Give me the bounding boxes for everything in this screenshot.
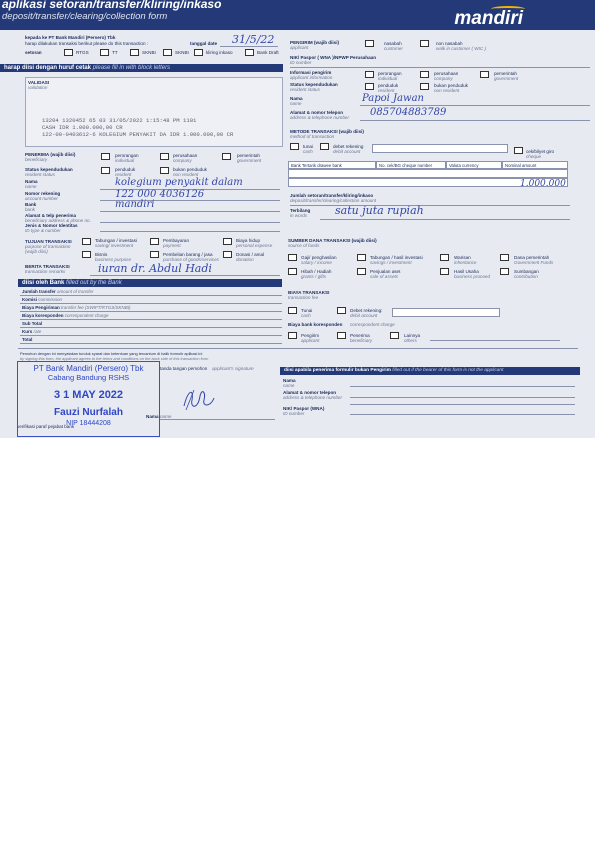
cost-row-jumlah: Jumlah transfer amount of transfer <box>20 288 282 296</box>
penerima-nama-label: Nama <box>25 179 38 184</box>
bearer-nik-label: NIK/ Paspor (WNA) <box>283 406 325 411</box>
sumber-sumbangan-en: contribution <box>514 274 538 279</box>
pengirim-en: applicant <box>290 45 309 50</box>
metode-en: method of transaction <box>290 134 335 139</box>
sumber-hibah-en: grants / gifts <box>301 274 327 279</box>
koresponden-lainnya-checkbox[interactable] <box>390 332 399 339</box>
tanggal-value[interactable]: 31/5/22 <box>232 33 275 46</box>
validation-line-2: CASH IDR 1.000.000,00 CR <box>42 124 123 131</box>
cek-label: cek/bilyet giro <box>526 149 555 154</box>
tunai-label: tunai <box>303 144 313 149</box>
sumber-tabungan-en: savings / investment <box>370 260 412 265</box>
nik-label: NIK/ Paspor ( WNA )/NPWP Perusahaan <box>290 55 377 60</box>
sumber-tabungan-label: Tabungan / hasil investasi <box>370 255 423 260</box>
tujuan-bisnis-checkbox[interactable] <box>82 251 91 258</box>
penerima-alamat-en: beneficiary address & phone no. <box>25 218 91 223</box>
col-bank-tertarik: Bank Tertarik drawee bank <box>288 161 376 169</box>
sumber-en: source of funds <box>288 243 320 248</box>
form-subtitle: deposit/transfer/clearing/collection form <box>2 11 168 22</box>
norek-value[interactable]: 122 000 4036126 <box>115 189 205 200</box>
sumber-gaji-checkbox[interactable] <box>288 254 297 261</box>
kliring-checkbox[interactable] <box>194 49 203 56</box>
pemerintah-label: pemerintah <box>494 71 517 76</box>
pengirim-alamat-en: address & telephone number <box>290 115 349 120</box>
biaya-account-boxes[interactable] <box>392 308 500 317</box>
tujuan-bisnis-label: Bisnis <box>95 252 108 257</box>
penerima-pemerintah-label: pemerintah <box>237 153 260 158</box>
penduduk-checkbox[interactable] <box>365 83 374 90</box>
tujuan-bisnis-en: business purpose <box>95 257 132 262</box>
tt-checkbox[interactable] <box>100 49 109 56</box>
biaya-tunai-checkbox[interactable] <box>288 307 297 314</box>
penerima-alamat-label: Alamat & telp penerima <box>25 213 77 218</box>
non-nasabah-en: walk in customer ( WIC ) <box>436 46 487 51</box>
penerima-en: beneficiary <box>25 157 48 162</box>
biaya-label: BIAYA TRANSAKSI <box>288 290 330 295</box>
sumber-label: SUMBER DANA TRANSAKSI (wajib diisi) <box>288 238 377 243</box>
penduduk-en: resident <box>378 88 395 93</box>
perorangan-checkbox[interactable] <box>365 71 374 78</box>
norek-en: account number <box>25 196 58 201</box>
cost-row-kurs: Kurs rate <box>20 328 282 336</box>
non-nasabah-checkbox[interactable] <box>420 40 429 47</box>
sumber-dana-pemerintah-en: Government Funds <box>514 260 554 265</box>
trx-type-tt: TT <box>112 50 118 55</box>
penerima-perusahaan-en: company <box>173 158 192 163</box>
bank-label: Bank <box>25 202 37 207</box>
harap-label: harap dilakukan transaksi berikut please do this transaction : <box>25 41 149 46</box>
koresponden-penerima-label: Penerima <box>350 333 370 338</box>
debet-label: debet rekening <box>333 144 364 149</box>
bank-en: bank <box>25 207 35 212</box>
sumber-dana-pemerintah-label: Dana pemerintah <box>514 255 550 260</box>
bearer-bar: diisi apabila penerima formulir bukan Pengirim filled out if the bearer of this form is not the applicant <box>280 367 580 375</box>
stamp-officer-name: Fauzi Nurfalah <box>54 407 123 418</box>
form-title: aplikasi setoran/transfer/kliring/inkaso <box>2 0 222 11</box>
bearer-alamat-label: Alamat & nomor telepon <box>283 390 337 395</box>
tujuan-pembelian-en: purchase of goods/services <box>163 257 219 262</box>
sumber-sumbangan-label: Sumbangan <box>514 269 539 274</box>
pemerintah-checkbox[interactable] <box>480 71 489 78</box>
trx-type-setoran: setoran <box>25 50 42 55</box>
koresponden-lainnya-en: others <box>404 338 417 343</box>
sumber-hibah-checkbox[interactable] <box>288 268 297 275</box>
stamp-branch: Cabang Bandung RSHS <box>47 373 130 382</box>
penerima-nama-value[interactable]: kolegium penyakit dalam <box>115 177 243 188</box>
sumber-dana-pemerintah-checkbox[interactable] <box>500 254 509 261</box>
koresponden-pengirim-checkbox[interactable] <box>288 332 297 339</box>
penerima-perorangan-label: perorangan <box>115 153 139 158</box>
validation-line-1: 13204 1320452 65 03 31/05/2022 1:15:48 PM 1101 <box>42 117 197 124</box>
nasabah-checkbox[interactable] <box>365 40 374 47</box>
status-label: Status kependudukan <box>290 82 338 87</box>
penerima-penduduk-label: penduduk <box>115 167 136 172</box>
trx-type-sknbi-2: SKNBI <box>175 50 189 55</box>
tujuan-biaya-hidup-label: Biaya hidup <box>236 238 261 243</box>
sumber-hibah-label: Hibah / Hadiah <box>301 269 332 274</box>
penerima-bukan-penduduk-en: non resident <box>173 172 199 177</box>
perusahaan-en: company <box>434 76 453 81</box>
validasi-en: validation <box>28 85 48 90</box>
penerima-label: PENERIMA (wajib diisi) <box>25 152 76 157</box>
koresponden-penerima-checkbox[interactable] <box>337 332 346 339</box>
tunai-checkbox[interactable] <box>290 143 299 150</box>
sumber-penjualan-en: sale of assets <box>370 274 399 279</box>
sknbi-checkbox[interactable] <box>163 49 172 56</box>
koresponden-lainnya-label: Lainnya <box>404 333 421 338</box>
pengirim-label: PENGIRIM (wajib diisi) <box>290 40 340 45</box>
footer-nama-en: name <box>160 414 172 419</box>
tujuan-tabungan-checkbox[interactable] <box>82 238 91 245</box>
brand-logo: mandiri <box>454 8 523 29</box>
form-header <box>0 0 595 30</box>
sumber-hasil-usaha-checkbox[interactable] <box>440 268 449 275</box>
terms-note: Pemohon dengan ini menyatakan tunduk syarat dan ketentuan yang tercantum di balik formulir aplikasi ini <box>20 351 203 356</box>
cost-row-komisi: Komisi commission <box>20 296 282 304</box>
cost-row-biaya-pengiriman: Biaya Pengiriman transfer fee (SWIFT/RTGS/SKNBI) <box>20 304 282 312</box>
penerima-status-label: Status kependudukan <box>25 167 73 172</box>
applicant-signature[interactable] <box>180 386 220 414</box>
koresponden-label: Biaya bank koresponden <box>288 322 343 327</box>
nik-en: ID number <box>290 60 312 65</box>
perusahaan-label: perusahaan <box>434 71 459 76</box>
identitas-label: Jenis & Nomor Identitas <box>25 223 78 228</box>
validation-line-3: 122-00-0403612-6 KOLEGIUM PENYAKIT DA IDR 1.000.000,00 CR <box>42 131 234 138</box>
tujuan-donasi-en: donation <box>236 257 254 262</box>
perorangan-label: perorangan <box>378 71 402 76</box>
tujuan-pembelian-checkbox[interactable] <box>150 251 159 258</box>
berita-label: BERITA TRANSAKSI <box>25 264 70 269</box>
pengirim-nama-label: Nama <box>290 96 303 101</box>
metode-label: METODE TRANSAKSI (wajib diisi) <box>290 129 364 134</box>
pengirim-alamat-value[interactable]: 085704883789 <box>370 107 447 118</box>
penerima-perusahaan-checkbox[interactable] <box>160 153 169 160</box>
tujuan-tabungan-en: saving/ investment <box>95 243 134 248</box>
bankdraft-checkbox[interactable] <box>245 49 254 56</box>
debet-checkbox[interactable] <box>320 143 329 150</box>
account-digit-boxes[interactable] <box>372 144 508 153</box>
col-nominal: Nominal amount <box>502 161 568 169</box>
identitas-en: ID type & number <box>25 228 61 233</box>
terbilang-en: in words <box>290 213 308 218</box>
tujuan-biaya-hidup-en: personal expense <box>236 243 273 248</box>
perorangan-en: individual <box>378 76 398 81</box>
isi-bar: harap diisi dengan huruf cetak please fill in with block letters <box>0 64 283 72</box>
penduduk-label: penduduk <box>378 83 399 88</box>
trx-type-kliring: kliring inkaso <box>206 50 233 55</box>
perusahaan-checkbox[interactable] <box>420 71 429 78</box>
bearer-alamat-en: address & telephone number <box>283 395 342 400</box>
sumber-sumbangan-checkbox[interactable] <box>500 268 509 275</box>
tanggal-label: tanggal date <box>190 41 218 46</box>
biaya-en: transaction fee <box>288 295 319 300</box>
tunai-en: cash <box>303 149 313 154</box>
koresponden-pengirim-en: applicant <box>301 338 320 343</box>
tujuan-label: TUJUAN TRANSAKSI <box>25 239 72 244</box>
bank-value[interactable]: mandiri <box>115 199 155 210</box>
stamp-date: 3 1 MAY 2022 <box>53 389 124 401</box>
signature-label: tanda tangan pemohon <box>160 366 208 371</box>
biaya-debet-checkbox[interactable] <box>337 307 346 314</box>
sumber-penjualan-label: Penjualan aset <box>370 269 401 274</box>
terms-note-en: by signing this form, the applicant agrees to the terms and conditions on the back side of this transaction form <box>20 356 209 361</box>
pemerintah-en: government <box>494 76 519 81</box>
pengirim-nama-en: name <box>290 101 302 106</box>
penerima-bukan-penduduk-label: bukan penduduk <box>173 167 207 172</box>
kepada-label: kepada ke PT Bank Mandiri (Persero) Tbk <box>25 35 116 40</box>
biaya-debet-label: Debet rekening: <box>350 308 383 313</box>
table-row[interactable] <box>288 169 568 178</box>
sumber-penjualan-checkbox[interactable] <box>357 268 366 275</box>
koresponden-penerima-en: beneficiary <box>350 338 373 343</box>
terbilang-label: Terbilang <box>290 208 311 213</box>
tujuan-en: purpose of transaction <box>25 244 71 249</box>
sumber-hasil-usaha-en: business proceed <box>454 274 491 279</box>
stamp-bank-name: PT Bank Mandiri (Persero) Tbk <box>33 364 144 373</box>
validasi-label: VALIDASI <box>28 80 50 85</box>
cost-row-subtotal: Sub Total <box>20 320 282 328</box>
jumlah-en: deposit/transfer/clearing/collection amount <box>290 198 377 203</box>
bearer-nama-en: name <box>283 383 295 388</box>
cek-checkbox[interactable] <box>514 147 523 154</box>
tujuan-pembayaran-label: Pembayaran <box>163 238 190 243</box>
biaya-tunai-label: Tunai <box>301 308 313 313</box>
berita-value[interactable]: iuran dr. Abdul Hadi <box>98 262 212 275</box>
tujuan-pembelian-label: Pembelian barang / jasa <box>163 252 213 257</box>
koresponden-en: correspondent charge <box>350 322 395 327</box>
sumber-tabungan-checkbox[interactable] <box>357 254 366 261</box>
sumber-hasil-usaha-label: Hasil Usaha <box>454 269 479 274</box>
penerima-pemerintah-checkbox[interactable] <box>222 153 231 160</box>
jumlah-label: Jumlah setoran/transfer/kliring/inkaso <box>290 193 374 198</box>
footer-nama-label: Nama <box>146 414 159 419</box>
penerima-perusahaan-label: perusahaan <box>173 153 198 158</box>
biaya-tunai-en: cash <box>301 313 311 318</box>
status-en: resident status <box>290 87 320 92</box>
info-label: Informasi pengirim <box>290 70 332 75</box>
sumber-gaji-en: salary / income <box>301 260 332 265</box>
penerima-perorangan-en: individual <box>115 158 135 163</box>
nasabah-en: customer <box>384 46 403 51</box>
cost-row-total: Total <box>20 336 282 344</box>
info-en: applicant information <box>290 75 333 80</box>
bearer-nik-en: ID number <box>283 411 305 416</box>
bearer-nama-label: Nama <box>283 378 296 383</box>
tujuan-donasi-label: Donasi / amal <box>236 252 265 257</box>
rtgs-checkbox[interactable] <box>130 49 139 56</box>
pengirim-nama-value[interactable]: Papoi Jawan <box>362 93 424 104</box>
bukan-penduduk-label: bukan penduduk <box>434 83 468 88</box>
biaya-debet-en: debit account <box>350 313 378 318</box>
tujuan-pembayaran-checkbox[interactable] <box>150 238 159 245</box>
bukan-penduduk-en: non resident <box>434 88 460 93</box>
penerima-status-en: resident status <box>25 172 55 177</box>
norek-label: Nomor rekening <box>25 191 61 196</box>
sumber-warisan-label: Warisan <box>454 255 471 260</box>
tujuan-tabungan-label: Tabungan / investasi <box>95 238 137 243</box>
penerima-perorangan-checkbox[interactable] <box>101 153 110 160</box>
col-no-cek: No. cek/BG cheque number <box>376 161 446 169</box>
sumber-gaji-label: Gaji/ penghasilan <box>301 255 337 260</box>
tujuan-biaya-hidup-checkbox[interactable] <box>223 238 232 245</box>
penerima-penduduk-checkbox[interactable] <box>101 167 110 174</box>
tujuan-donasi-checkbox[interactable] <box>223 251 232 258</box>
cek-en: cheque <box>526 154 542 159</box>
stamp-nip: NIP 18444208 <box>66 420 111 427</box>
tujuan-pembayaran-en: payment <box>163 243 181 248</box>
trx-type-sknbi: SKNBI <box>142 50 156 55</box>
nasabah-label: nasabah <box>384 41 402 46</box>
bank-stamp <box>17 361 160 437</box>
pengirim-alamat-label: Alamat & nomor telepon <box>290 110 344 115</box>
col-valuta: Valuta currency <box>446 161 502 169</box>
signature-en: applicant's signature <box>212 366 254 371</box>
debet-en: debit account <box>333 149 361 154</box>
nominal-value[interactable]: 1.000.000 <box>520 179 566 189</box>
penerima-pemerintah-en: government <box>237 158 262 163</box>
sumber-warisan-checkbox[interactable] <box>440 254 449 261</box>
setoran-checkbox[interactable] <box>64 49 73 56</box>
penerima-bukan-penduduk-checkbox[interactable] <box>160 167 169 174</box>
koresponden-pengirim-label: Pengirim <box>301 333 320 338</box>
sumber-warisan-en: inheritance <box>454 260 477 265</box>
penerima-penduduk-en: resident <box>115 172 132 177</box>
non-nasabah-label: non nasabah <box>436 41 463 46</box>
penerima-nama-en: name <box>25 184 37 189</box>
trx-type-rtgs: RTGS <box>76 50 89 55</box>
terbilang-value[interactable]: satu juta rupiah <box>335 204 424 217</box>
trx-type-bankdraft: Bank Draft <box>257 50 279 55</box>
validation-box <box>25 77 283 147</box>
berita-en: transaction remarks <box>25 269 66 274</box>
cost-row-koresponden: Biaya koresponden correspondent charge <box>20 312 282 320</box>
tujuan-en2: (wajib diisi) <box>25 249 48 254</box>
verif-label: verifikasi paraf pejabat bank <box>17 424 75 429</box>
bank-bar: diisi oleh Bank filled out by the Bank <box>18 279 282 287</box>
bukan-penduduk-checkbox[interactable] <box>420 83 429 90</box>
